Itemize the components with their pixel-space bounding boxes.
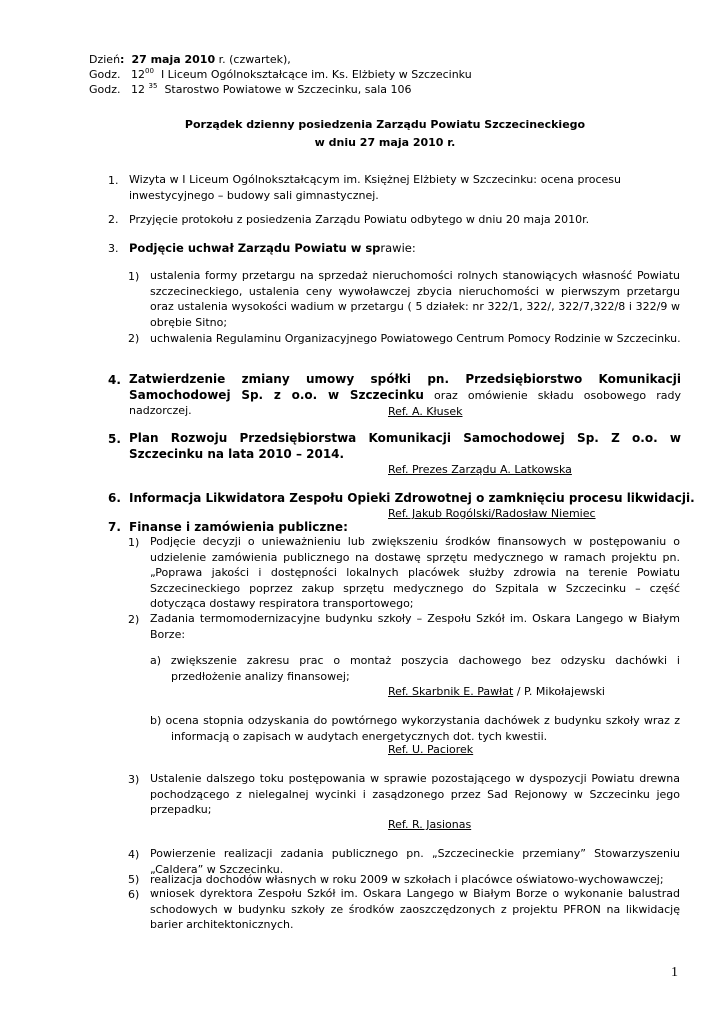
item-3-1-number: 1) bbox=[128, 270, 140, 283]
time2-hour: 12 bbox=[131, 83, 146, 96]
item-7-6-number: 6) bbox=[128, 888, 140, 901]
item-7-heading: Finanse i zamówienia publiczne: bbox=[129, 520, 348, 534]
meeting-weekday: r. (czwartek), bbox=[215, 53, 291, 66]
document-title-line2: w dniu 27 maja 2010 r. bbox=[314, 136, 456, 149]
item-3-rest: rawie: bbox=[380, 241, 416, 255]
item-4-bold: Zatwierdzenie zmiany umowy spółki pn. Przedsiębiorstwo Komunikacji Samochodowej Sp. z o.o. w Szczecinku bbox=[129, 372, 681, 402]
item-4-ref: Ref. A. Kłusek bbox=[388, 405, 463, 418]
page-number: 1 bbox=[671, 965, 678, 980]
item-3-bold: Podjęcie uchwał Zarządu Powiatu w sp bbox=[129, 241, 381, 255]
item-7-4-number: 4) bbox=[128, 848, 140, 861]
document-title-line1: Porządek dzienny posiedzenia Zarządu Powiatu Szczecineckiego bbox=[184, 118, 586, 131]
item-7-2a-ref bbox=[388, 685, 605, 698]
day-colon: : bbox=[120, 53, 125, 66]
time-line-1 bbox=[89, 68, 472, 81]
time1-label: Godz. bbox=[89, 68, 121, 81]
day-label: Dzień bbox=[89, 53, 121, 66]
time2-minutes: 35 bbox=[148, 82, 158, 90]
item-4-rest: oraz omówienie składu osobowego rady nadzorczej. bbox=[129, 388, 681, 417]
time1-minutes: 00 bbox=[145, 67, 154, 75]
item-7-2a-wrap bbox=[150, 653, 680, 684]
item-7-2b-wrap bbox=[150, 713, 680, 744]
item-7-3-number: 3) bbox=[128, 773, 140, 786]
item-3-2-number: 2) bbox=[128, 332, 140, 345]
item-7-3-ref: Ref. R. Jasionas bbox=[388, 818, 472, 831]
time2-place: Starostwo Powiatowe w Szczecinku, sala 106 bbox=[164, 83, 412, 96]
item-7-6-text: wniosek dyrektora Zespołu Szkół im. Oskara Langego w Białym Borze o wykonanie balustrad schodowych w budynku szkoły ze środków zaoszczędzonych z projektu PFRON na likwidację barier architektonicznych. bbox=[150, 887, 680, 931]
item-7-5-text: realizacja dochodów własnych w roku 2009 w szkołach i placówce oświatowo-wychowawczej; bbox=[150, 873, 664, 886]
item-5-text: Plan Rozwoju Przedsiębiorstwa Komunikacji Samochodowej Sp. Z o.o. w Szczecinku na lata 2010 – 2014. bbox=[129, 431, 681, 461]
item-7-2b-text: b) ocena stopnia odzyskania do powtórnego wykorzystania dachówek z budynku szkoły wraz z informacją o zapisach w audytach energetycznych dot. tych kwestii. bbox=[150, 714, 680, 743]
item-3-2-text: uchwalenia Regulaminu Organizacyjnego Powiatowego Centrum Pomocy Rodzinie w Szczecinku. bbox=[150, 332, 681, 345]
item-7-number: 7. bbox=[108, 520, 121, 534]
item-1-text: Wizyta w I Liceum Ogólnokształcącym im. Księżnej Elżbiety w Szczecinku: ocena procesu inwestycyjnego – budowy sali gimnastycznej. bbox=[129, 173, 621, 202]
time1-place: I Liceum Ogólnokształcące im. Ks. Elżbiety w Szczecinku bbox=[160, 68, 472, 81]
item-7-4-text: Powierzenie realizacji zadania publicznego pn. „Szczecineckie przemiany” Stowarzyszeniu „Caldera” w Szczecinku. bbox=[150, 847, 680, 876]
item-3-number: 3. bbox=[108, 242, 119, 255]
item-3-1-text: ustalenia formy przetargu na sprzedaż nieruchomości rolnych stanowiących własność Powiatu szczecineckiego, ustalenia ceny wywoławczej zbycia nieruchomości w pierwszym przetargu oraz ustalenia wysokości wadium w przetargu ( 5 działek: nr 322/1, 322/, 322/7,322/8 i 322/9 w obrębie Sitno; bbox=[150, 269, 680, 329]
item-5-ref: Ref. Prezes Zarządu A. Latkowska bbox=[388, 463, 572, 476]
item-7-2b-ref: Ref. U. Paciorek bbox=[388, 743, 474, 756]
item-7-2a-ref-second: / P. Mikołajewski bbox=[513, 685, 605, 698]
item-2-number: 2. bbox=[108, 213, 119, 226]
item-7-5-number: 5) bbox=[128, 873, 140, 886]
item-6-ref: Ref. Jakub Rogólski/Radosław Niemiec bbox=[388, 507, 596, 520]
time-line-2 bbox=[89, 83, 412, 96]
item-6-text: Informacja Likwidatora Zespołu Opieki Zdrowotnej o zamknięciu procesu likwidacji. bbox=[129, 491, 695, 505]
item-7-2a-ref-main: Ref. Skarbnik E. Pawłat bbox=[388, 685, 514, 698]
item-7-1-text: Podjęcie decyzji o unieważnieniu lub zwiększeniu środków finansowych w postępowaniu o udzielenie zamówienia publicznego na dostawę sprzętu medycznego w ramach projektu pn. „Poprawa jakości i dostępności lokalnych placówek służby zdrowia na terenie Powiatu Szczecineckiego poprzez zakup sprzętu medycznego do Szpitala w Szczecinku – część dotycząca dostawy respiratora transportowego; bbox=[150, 535, 680, 610]
meeting-date: 27 maja 2010 bbox=[131, 53, 216, 66]
item-7-3-text: Ustalenie dalszego toku postępowania w sprawie pozostającego w dyspozycji Powiatu drewna pochodzącego z nielegalnej wycinki i zasądzonego przez Sad Rejonowy w Szczecinku jego przepadku; bbox=[150, 772, 680, 816]
item-7-2-number: 2) bbox=[128, 613, 140, 626]
time1-hour: 12 bbox=[131, 68, 146, 81]
item-5-number: 5. bbox=[108, 432, 121, 446]
item-2-text: Przyjęcie protokołu z posiedzenia Zarządu Powiatu odbytego w dniu 20 maja 2010r. bbox=[129, 213, 590, 226]
item-4-number: 4. bbox=[108, 373, 121, 387]
item-7-2-text: Zadania termomodernizacyjne budynku szkoły – Zespołu Szkół im. Oskara Langego w Białym Borze: bbox=[150, 612, 680, 641]
item-6-number: 6. bbox=[108, 491, 121, 505]
item-7-1-number: 1) bbox=[128, 536, 140, 549]
item-1-number: 1. bbox=[108, 174, 119, 187]
meeting-date-line bbox=[89, 53, 291, 66]
item-7-2a-text: a) zwiększenie zakresu prac o montaż poszycia dachowego bez odzysku dachówki i przedłożenie analizy finansowej; bbox=[150, 654, 680, 683]
item-3-heading bbox=[129, 242, 416, 255]
time2-label: Godz. bbox=[89, 83, 121, 96]
